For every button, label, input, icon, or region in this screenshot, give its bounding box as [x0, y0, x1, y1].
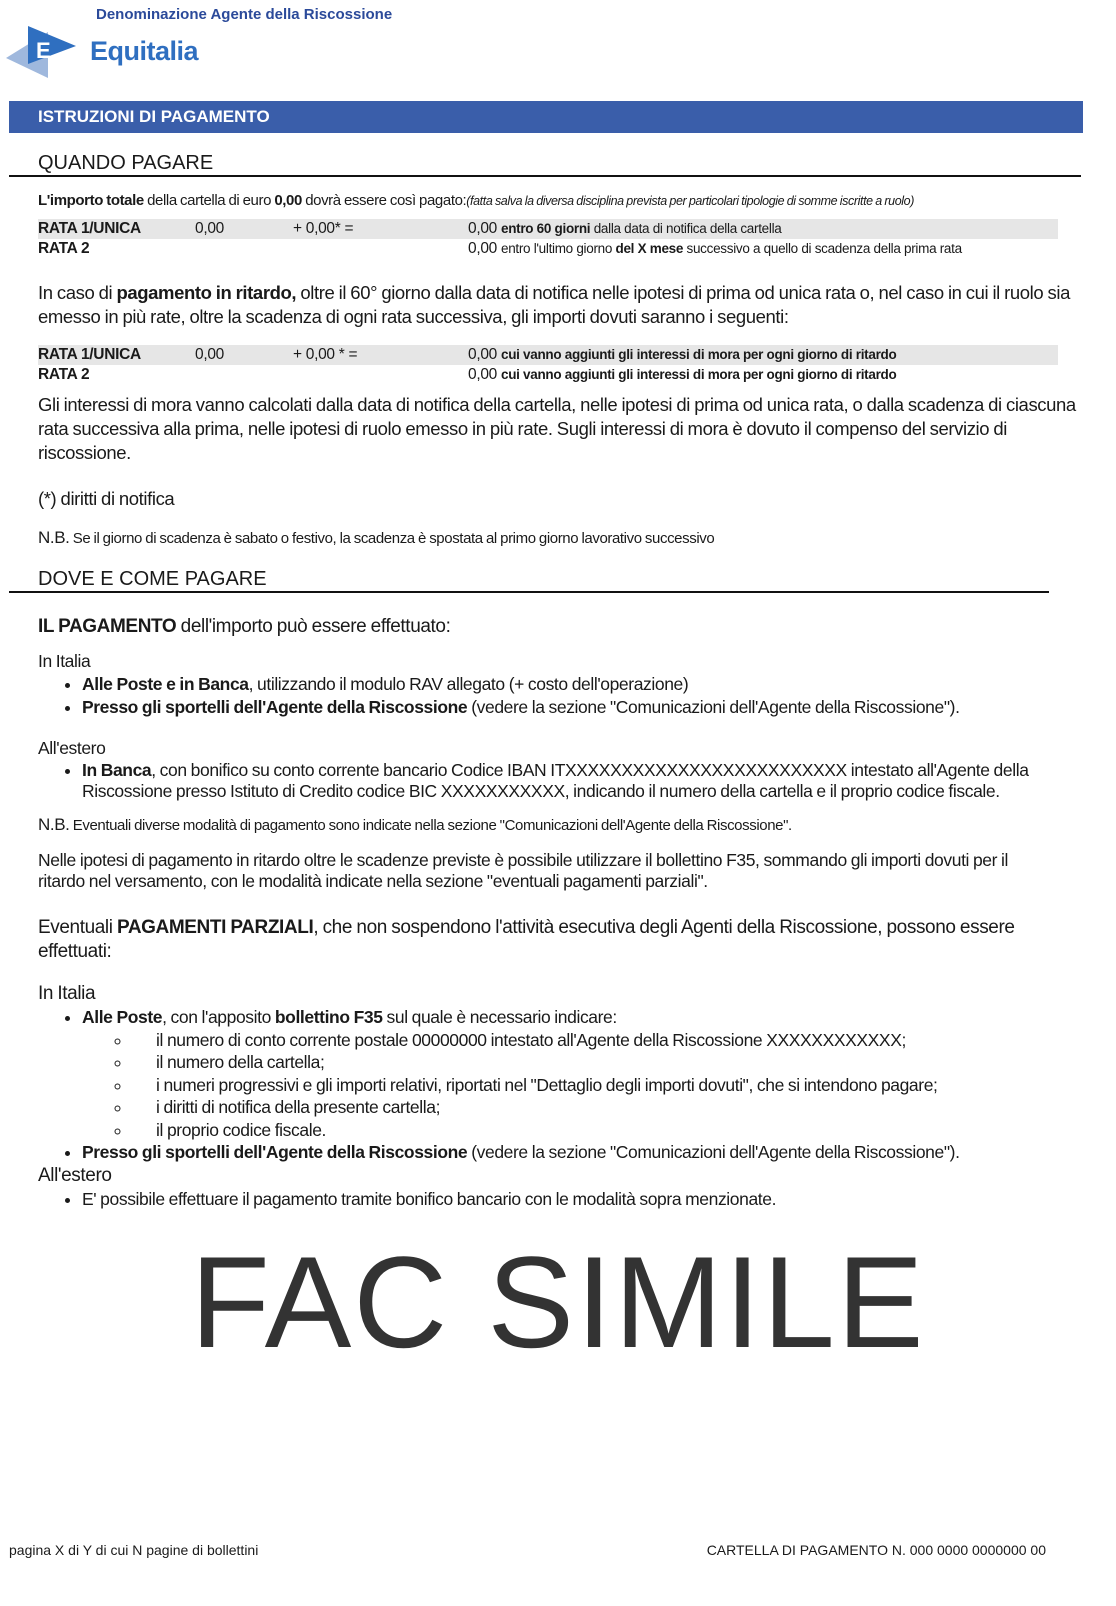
late-rata-row: RATA 1/UNICA 0,00 + 0,00 * = 0,00 cui vanno aggiunti gli interessi di mora per ogni giorno di ritardo [38, 345, 1058, 365]
list-item: • Presso gli sportelli dell'Agente della Riscossione (vedere la sezione "Comunicazioni dell'Agente della Riscossione"). [82, 1141, 1083, 1164]
ritardo-text: Nelle ipotesi di pagamento in ritardo oltre le scadenze previste è possibile utilizzare il bollettino F35, sommando gli importi dovuti per il ritardo nel versamento, con le modalità indicate nella sezione "eventuali pagamenti parziali". [38, 850, 1009, 891]
page-content [0, 151, 1116, 1375]
parziali-estero-label: All'estero [38, 1164, 112, 1186]
list-item: • Alle Poste, con l'apposito bollettino F35 sul quale è necessario indicare: ◦ il numero di conto corrente postale 00000000 intestato all'Agente della Riscossione XXXXXXXXXXXX; ◦ il numero della cartella; ◦ i numeri progressivi e gli importi relativi, riportati nel "Dettaglio degli importi dovuti", che si intendono pagare; ◦ i diritti di notifica della presente cartella; ◦ il proprio codice fiscale. [82, 1006, 1083, 1141]
page-title: ISTRUZIONI DI PAGAMENTO [9, 101, 1083, 133]
agent-name: Denominazione Agente della Riscossione [96, 6, 393, 23]
rata-row: RATA 1/UNICA 0,00 + 0,00* = 0,00 entro 60 giorni dalla data di notifica della cartella [38, 219, 1058, 239]
italia-label: In Italia [38, 651, 91, 671]
asterisk-note: (*) diritti di notifica [38, 488, 175, 509]
late-payment-text: In caso di pagamento in ritardo, oltre il 60° giorno dalla data di notifica nelle ipotesi di prima od unica rata o, nel caso in cui il ruolo sia emesso in più rate, oltre la scadenza di ogni rata successiva, gli importi dovuti saranno i seguenti: [38, 282, 1070, 327]
list-item: • In Banca, con bonifico su conto corrente bancario Codice IBAN ITXXXXXXXXXXXXXXXXXXXXXXXXX intestato all'Agente della Riscossione presso Istituto di Credito codice BIC XXXXXXXXXXX, indicando il numero della cartella e il proprio codice fiscale. [82, 760, 1048, 802]
list-item: ◦ il numero di conto corrente postale 00000000 intestato all'Agente della Riscossione XXXXXXXXXXXX; [132, 1029, 1083, 1052]
intro-text: L'importo totale della cartella di euro 0,00 dovrà essere così pagato:(fatta salva la diversa disciplina prevista per particolari tipologie di somme iscritte a ruolo) [38, 192, 914, 209]
parziali-block [38, 982, 1083, 1210]
payment-intro: IL PAGAMENTO dell'importo può essere effettuato: [38, 616, 451, 637]
rata-row: RATA 2 0,00 entro l'ultimo giorno del X mese successivo a quello di scadenza della prima rata [38, 240, 962, 257]
list-item: ◦ i numeri progressivi e gli importi relativi, riportati nel "Dettaglio degli importi dovuti", che si intendono pagare; [132, 1074, 1083, 1097]
cartella-number: CARTELLA DI PAGAMENTO N. 000 0000 0000000 00 [706, 1542, 1046, 1558]
nb-modalita: N.B. Eventuali diverse modalità di pagamento sono indicate nella sezione "Comunicazioni dell'Agente della Riscossione". [38, 815, 792, 834]
list-item: ◦ il proprio codice fiscale. [132, 1119, 1083, 1142]
svg-text:E: E [36, 38, 51, 63]
nb-note: N.B. Se il giorno di scadenza è sabato o festivo, la scadenza è spostata al primo giorno lavorativo successivo [38, 528, 715, 547]
section-dove-come-pagare: DOVE E COME PAGARE [9, 567, 1049, 593]
list-item: • Presso gli sportelli dell'Agente della Riscossione (vedere la sezione "Comunicazioni dell'Agente della Riscossione"). [82, 696, 1083, 719]
estero-block [38, 736, 1048, 802]
late-rata-row: RATA 2 0,00 cui vanno aggiunti gli interessi di mora per ogni giorno di ritardo [38, 366, 897, 383]
page-info: pagina X di Y di cui N pagine di bollettini [9, 1542, 259, 1558]
fac-simile-watermark: FAC SIMILE [190, 1229, 926, 1375]
interessi-text: Gli interessi di mora vanno calcolati dalla data di notifica della cartella, nelle ipotesi di prima od unica rata, o dalla scadenza di ciascuna rata successiva alla prima, nelle ipotesi di ruolo emesso in più rate. Sugli interessi di mora è dovuto il compenso del servizio di riscossione. [38, 394, 1076, 463]
italia-block [38, 649, 1083, 718]
section-quando-pagare: QUANDO PAGARE [9, 151, 1081, 177]
estero-label: All'estero [38, 738, 106, 758]
list-item: ◦ il numero della cartella; [132, 1051, 1083, 1074]
parziali-intro: Eventuali PAGAMENTI PARZIALI, che non sospendono l'attività esecutiva degli Agenti della Riscossione, possono essere effettuati: [38, 917, 1015, 962]
parziali-italia-label: In Italia [38, 983, 96, 1004]
list-item: ◦ i diritti di notifica della presente cartella; [132, 1096, 1083, 1119]
list-item: • Alle Poste e in Banca, utilizzando il modulo RAV allegato (+ costo dell'operazione) [82, 673, 1083, 696]
equitalia-logo-icon [6, 24, 81, 83]
brand-name: Equitalia [90, 36, 199, 66]
list-item: • E' possibile effettuare il pagamento tramite bonifico bancario con le modalità sopra menzionate. [82, 1188, 1083, 1211]
